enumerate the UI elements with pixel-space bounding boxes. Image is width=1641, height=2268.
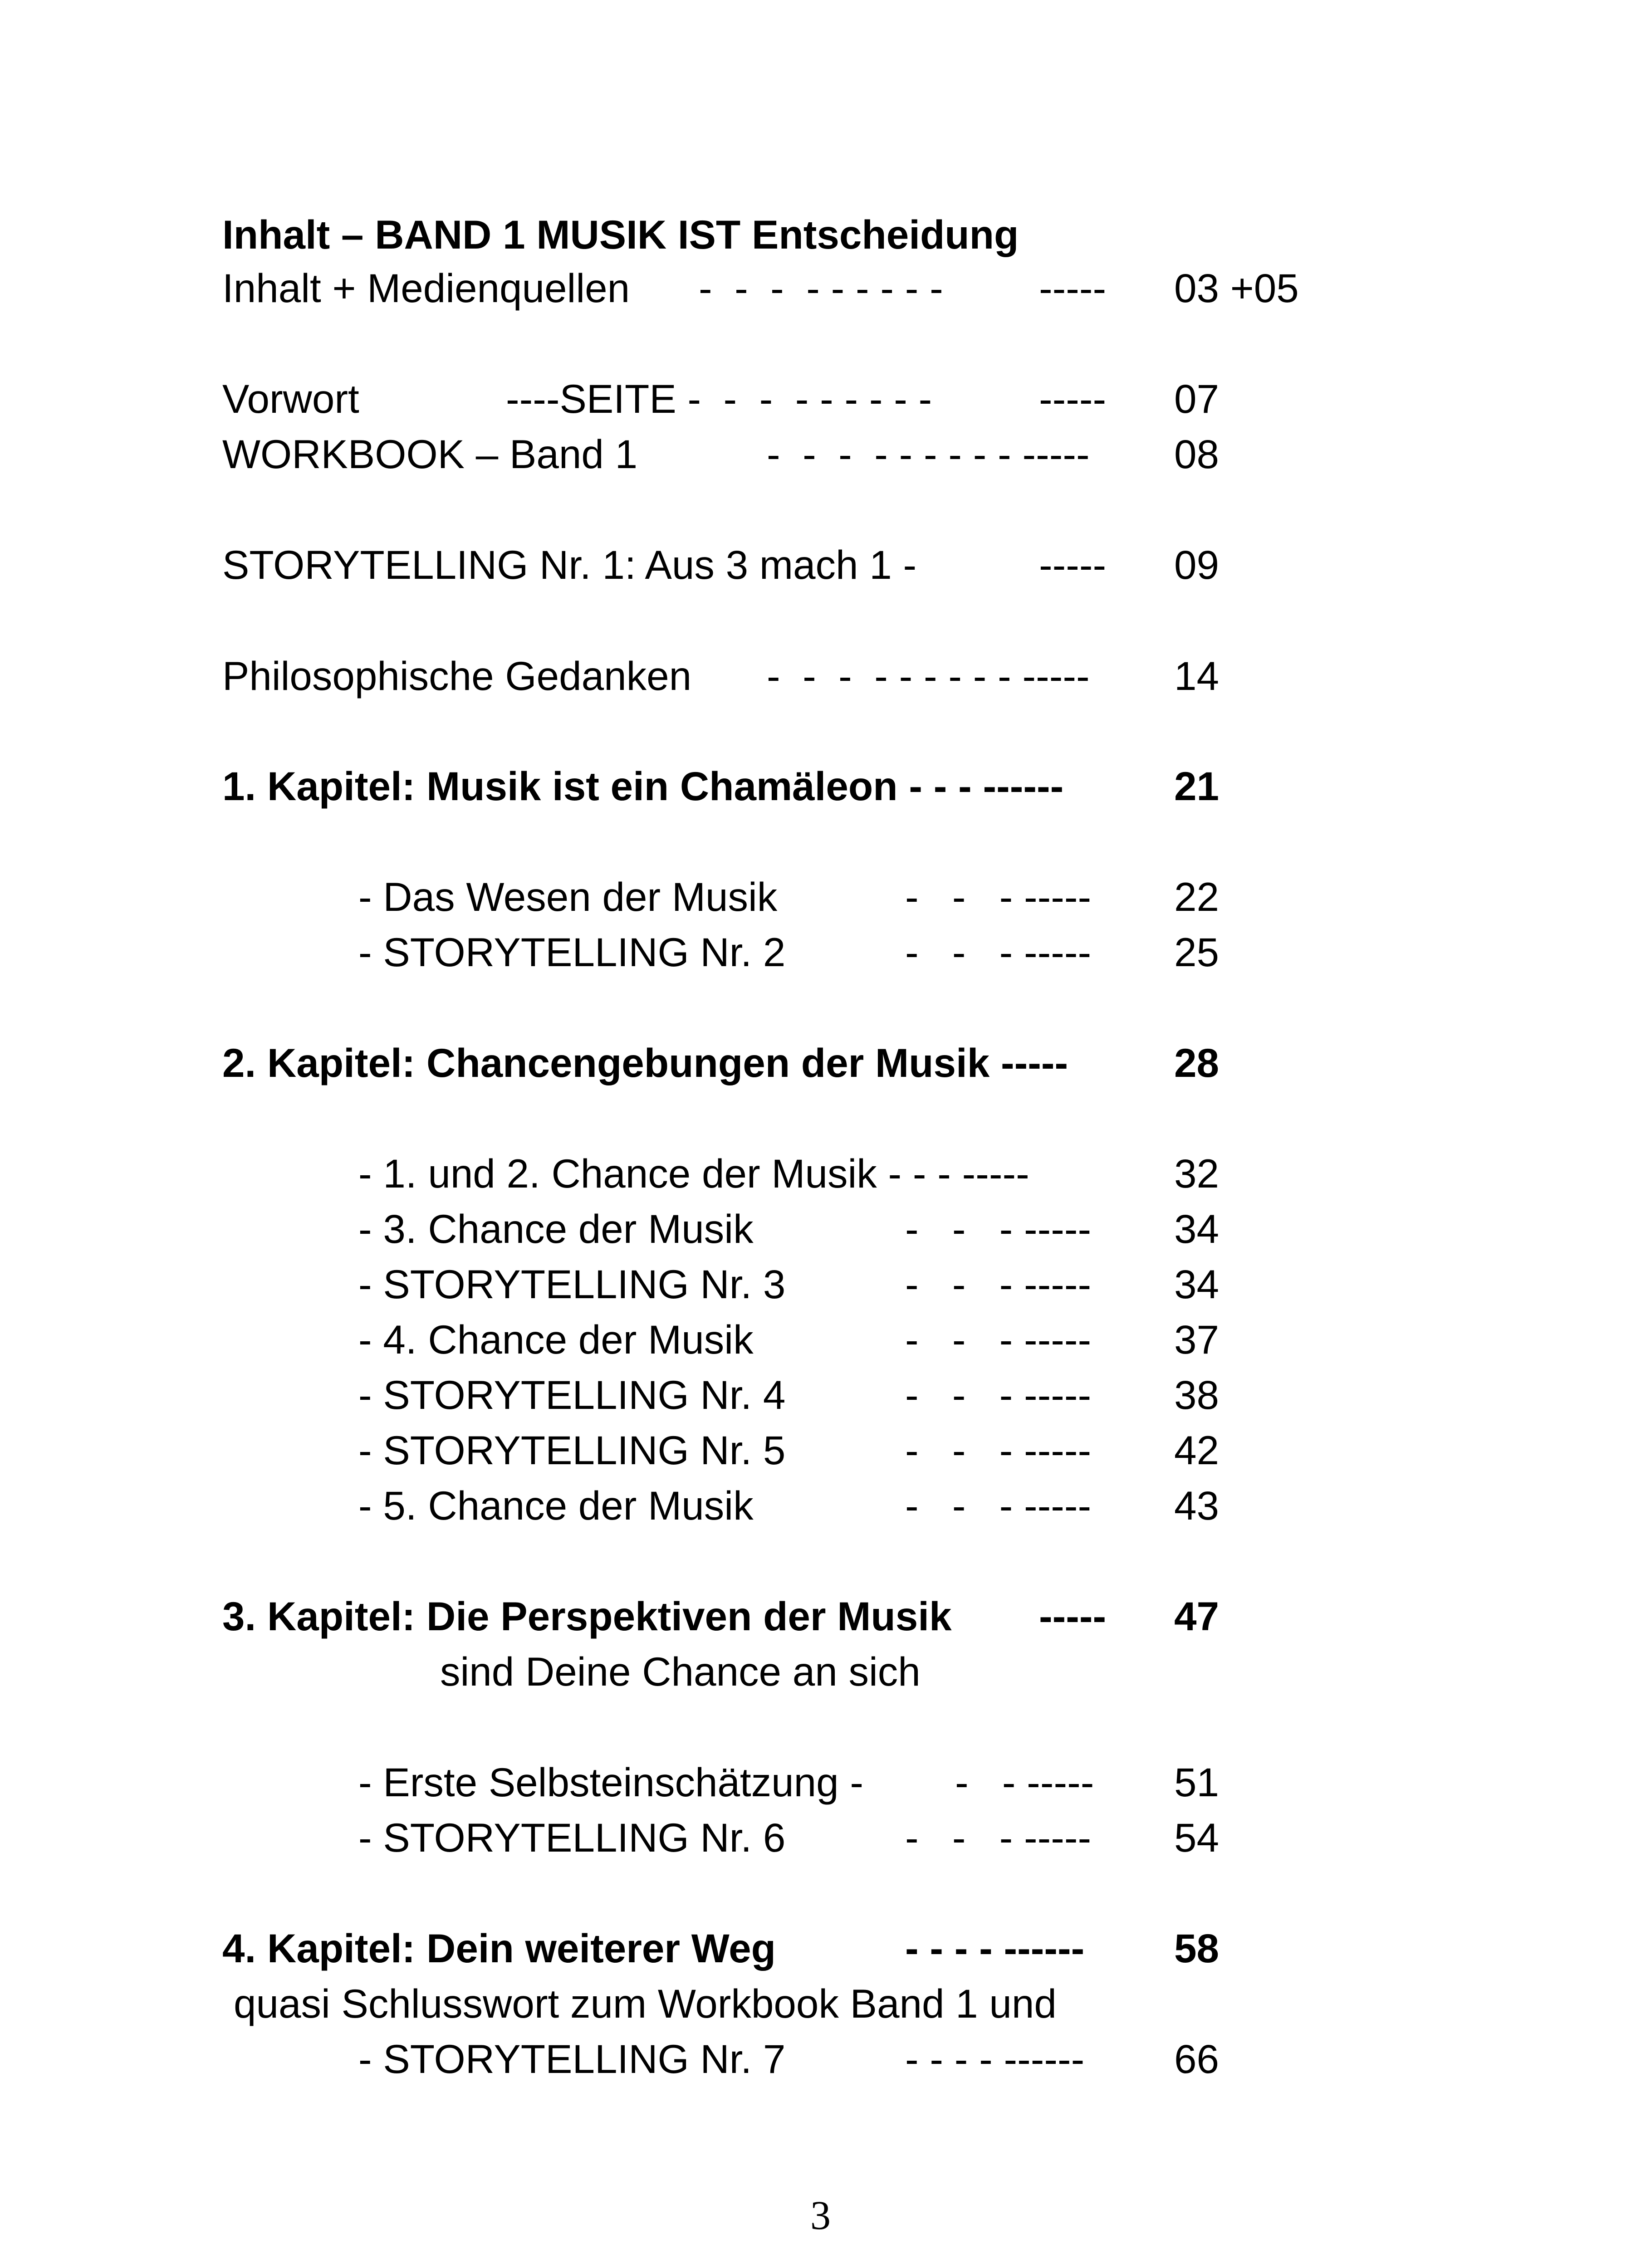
page-number: 3	[810, 2193, 831, 2238]
toc-row-page: 51	[1174, 1760, 1219, 1805]
toc-row-dashes: - - - -----	[905, 1815, 1092, 1860]
toc-chapter-label: 4. Kapitel: Dein weiterer Weg	[222, 1926, 776, 1971]
toc-row-page: 34	[1174, 1261, 1219, 1307]
toc-row-page: 42	[1174, 1427, 1219, 1473]
toc-row-dashes: ----SEITE - - - - - - - - -	[506, 376, 932, 421]
toc-row-dashes: - - - -----	[905, 1261, 1092, 1307]
toc-row-page: 34	[1174, 1206, 1219, 1251]
toc-row-page: 38	[1174, 1372, 1219, 1418]
toc-row-dashes: - - - -----	[905, 1317, 1092, 1362]
toc-chapter-label: 1. Kapitel: Musik ist ein Chamäleon - - - ------	[222, 763, 1064, 809]
toc-row-label: - STORYTELLING Nr. 4	[358, 1372, 786, 1418]
toc-row-dashes: - - - - - - - - - -----	[767, 431, 1090, 477]
toc-row-dashes: -----	[1039, 1593, 1107, 1639]
toc-row-dashes: - - - -----	[905, 1427, 1092, 1473]
toc-row-label: - STORYTELLING Nr. 5	[358, 1427, 786, 1473]
toc-row-page: 08	[1174, 431, 1219, 477]
toc-row-label: WORKBOOK – Band 1	[222, 431, 638, 477]
toc-row-dashes: - - - -----	[905, 1483, 1092, 1528]
toc-row-page: 37	[1174, 1317, 1219, 1362]
toc-row-label: Vorwort	[222, 376, 359, 421]
toc-row-page: 54	[1174, 1815, 1219, 1860]
toc-row-label: quasi Schlusswort zum Workbook Band 1 und	[234, 1981, 1057, 2026]
toc-row-label: - STORYTELLING Nr. 6	[358, 1815, 786, 1860]
toc-row-label: - STORYTELLING Nr. 2	[358, 929, 786, 975]
toc-row-page: 28	[1174, 1040, 1219, 1085]
toc-row-page: 09	[1174, 542, 1219, 587]
toc-row-label: - 1. und 2. Chance der Musik - - - -----	[358, 1151, 1029, 1196]
toc-row-page: 32	[1174, 1151, 1219, 1196]
toc-row-dashes: - - - - ------	[905, 1926, 1085, 1971]
toc-row-label: sind Deine Chance an sich	[440, 1649, 921, 1694]
toc-row-dashes: - - - -----	[905, 1206, 1092, 1251]
toc-row-dashes: - - - - - - - - -	[699, 265, 943, 311]
toc-row-label: Philosophische Gedanken	[222, 653, 692, 699]
toc-row-label: - STORYTELLING Nr. 7	[358, 2036, 786, 2082]
toc-row-page: 21	[1174, 763, 1219, 809]
toc-row-dashes: -----	[1039, 376, 1107, 421]
toc-row-page: 47	[1174, 1593, 1219, 1639]
toc-row-dashes: - - - -----	[905, 874, 1092, 919]
toc-row-dashes: - - -----	[955, 1760, 1094, 1805]
toc-row-label: Inhalt + Medienquellen	[222, 265, 630, 311]
toc-row-page: 25	[1174, 929, 1219, 975]
toc-row-label: - Erste Selbsteinschätzung -	[358, 1760, 864, 1805]
toc-row-dashes: - - - -----	[905, 929, 1092, 975]
toc-row-label: - STORYTELLING Nr. 3	[358, 1261, 786, 1307]
toc-chapter-label: 2. Kapitel: Chancengebungen der Musik -----	[222, 1040, 1068, 1085]
toc-row-page: 07	[1174, 376, 1219, 421]
toc-title-text: Inhalt – BAND 1 MUSIK IST Entscheidung	[222, 212, 1019, 257]
toc-row-page: 22	[1174, 874, 1219, 919]
toc-row-page: 43	[1174, 1483, 1219, 1528]
toc-row-label: - Das Wesen der Musik	[358, 874, 778, 919]
toc-row-page: 03 +05	[1174, 265, 1299, 311]
toc-row-label: STORYTELLING Nr. 1: Aus 3 mach 1 -	[222, 542, 917, 587]
toc-row-page: 58	[1174, 1926, 1219, 1971]
toc-row-dashes: -----	[1039, 542, 1107, 587]
toc-row-dashes: - - - - - - - - - -----	[767, 653, 1090, 699]
toc-row-label: - 3. Chance der Musik	[358, 1206, 754, 1251]
toc-row-label: - 4. Chance der Musik	[358, 1317, 754, 1362]
toc-row-dashes: -----	[1039, 265, 1107, 311]
toc-row-label: - 5. Chance der Musik	[358, 1483, 754, 1528]
toc-row-dashes: - - - -----	[905, 1372, 1092, 1418]
toc-row-page: 66	[1174, 2036, 1219, 2082]
toc-chapter-label: 3. Kapitel: Die Perspektiven der Musik	[222, 1593, 952, 1639]
toc-row-dashes: - - - - ------	[905, 2036, 1085, 2082]
toc-row-page: 14	[1174, 653, 1219, 699]
